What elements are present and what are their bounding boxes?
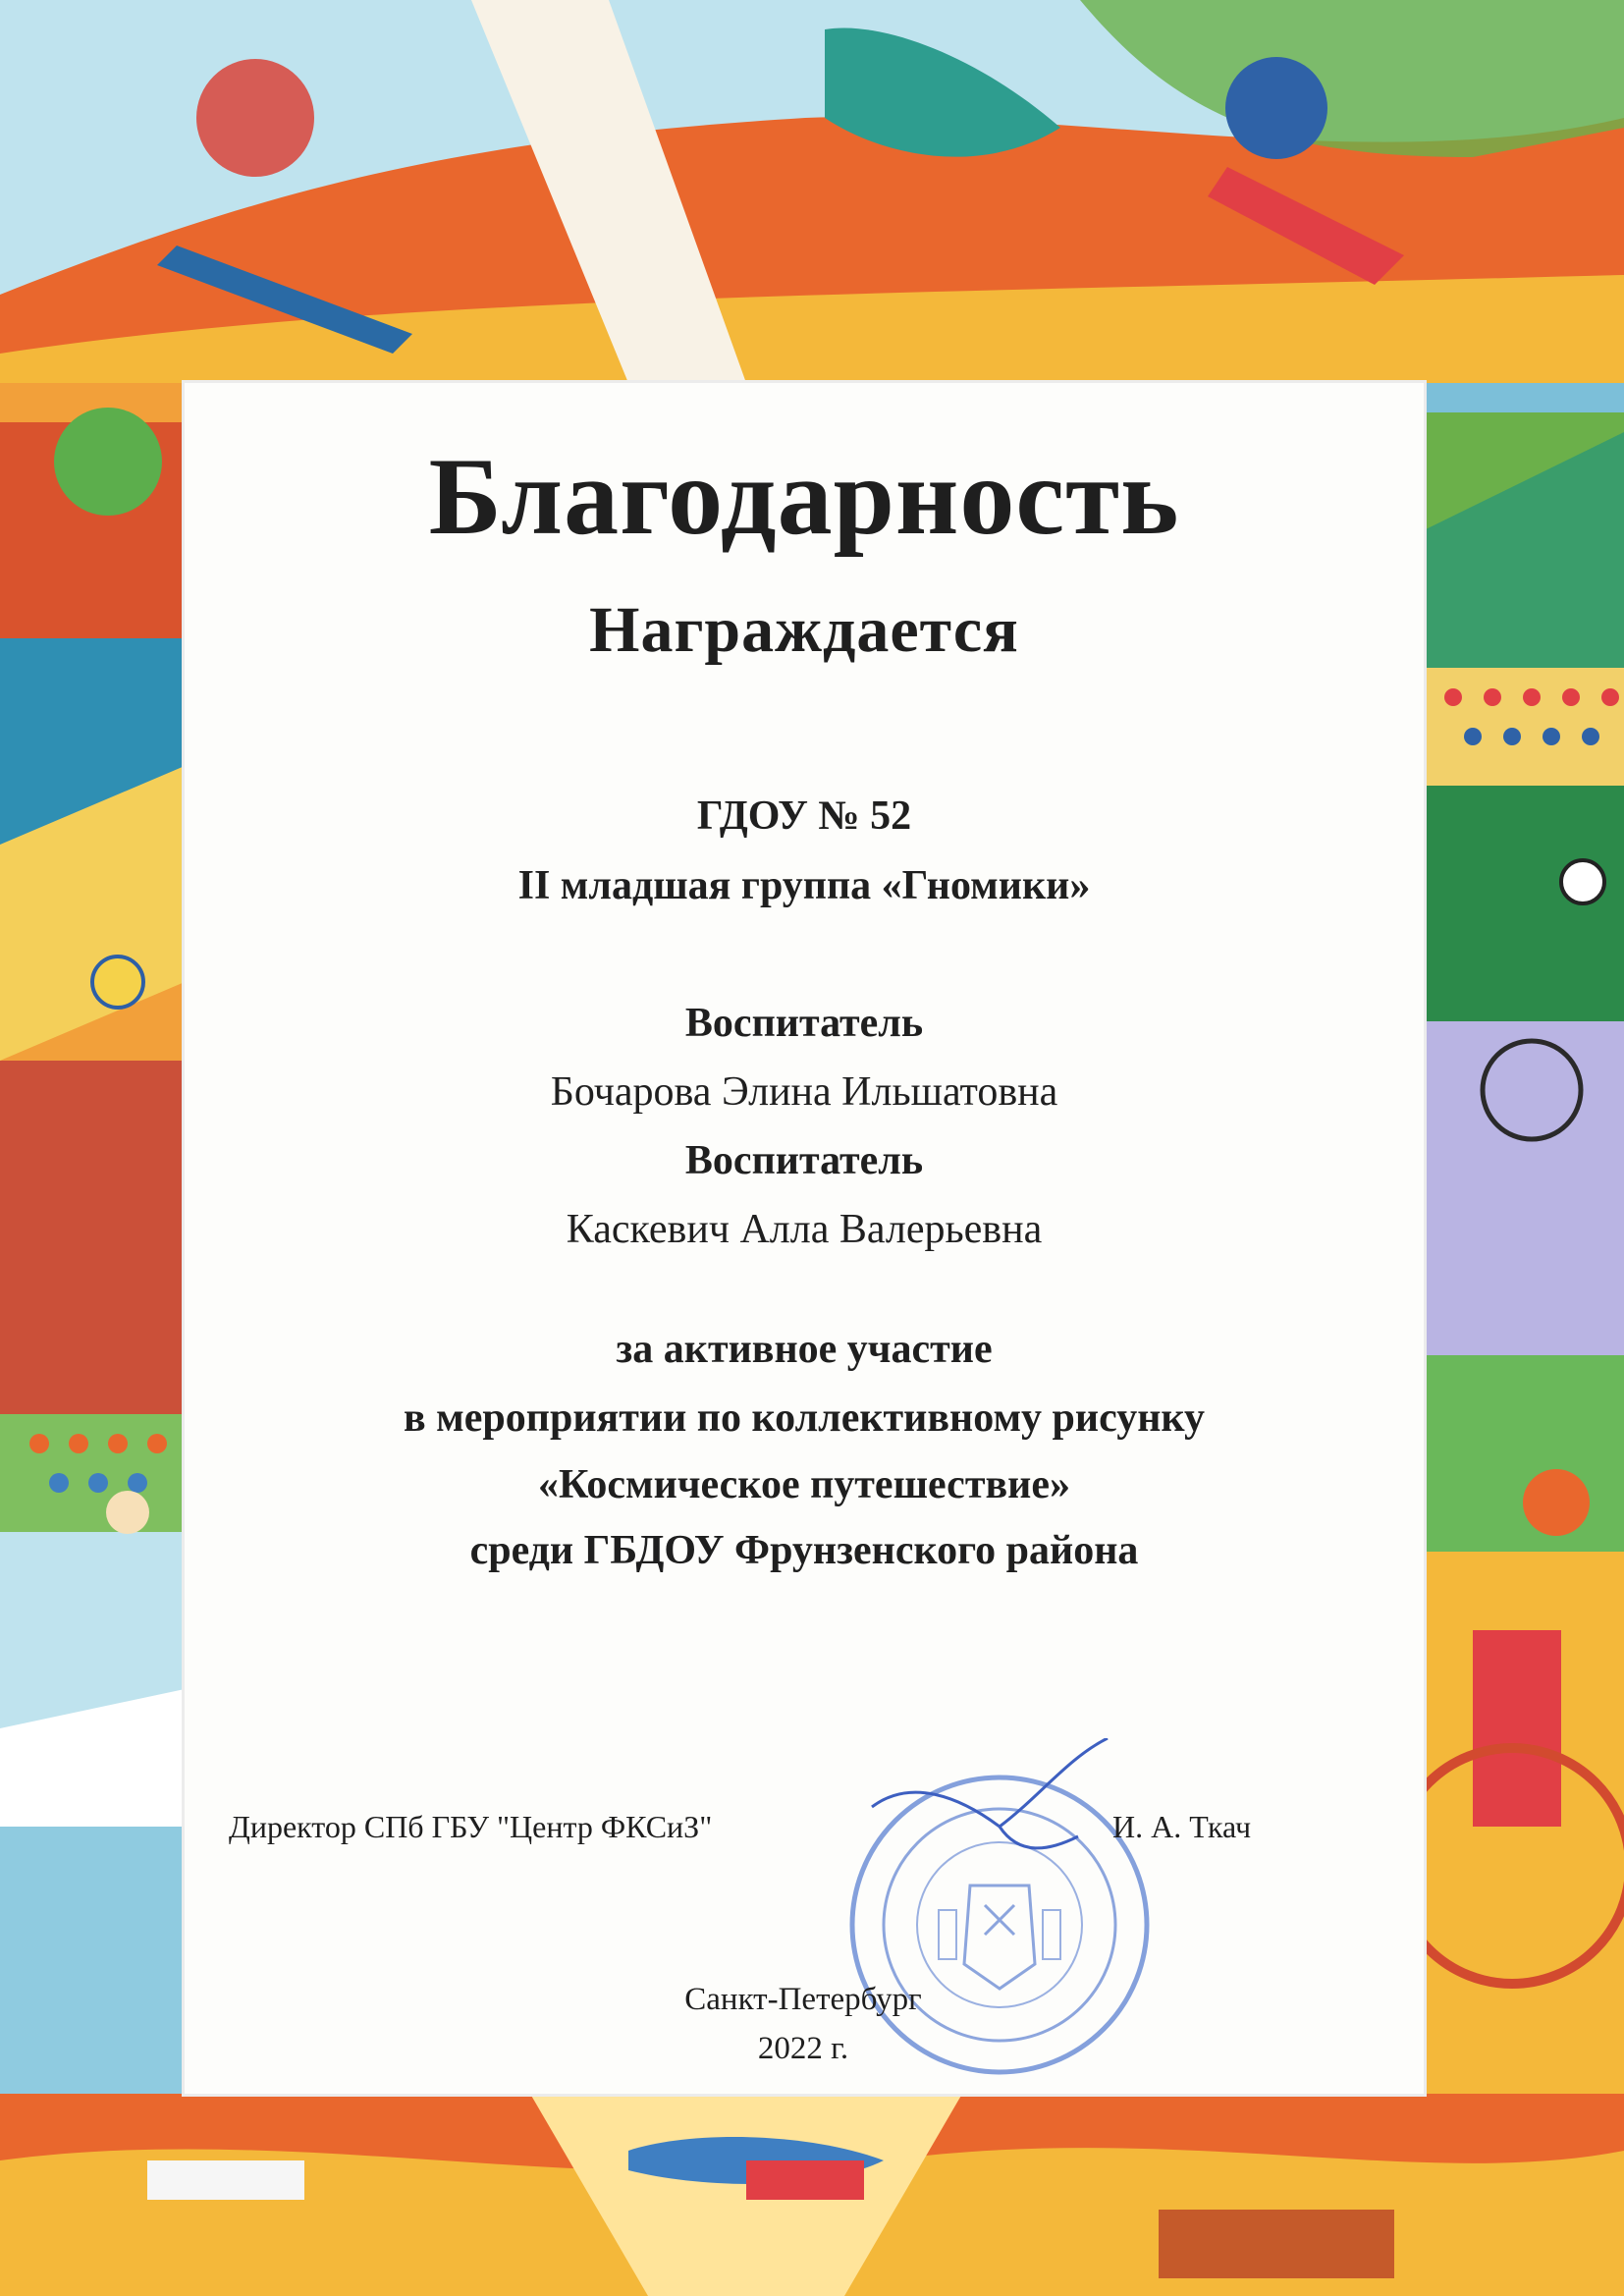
teacher-role-1: Воспитатель (684, 1001, 924, 1046)
teacher-name-2: Каскевич Алла Валерьевна (566, 1207, 1043, 1252)
teacher-name-1: Бочарова Элина Ильшатовна (550, 1069, 1058, 1115)
reason-line-1: за активное участие (616, 1327, 993, 1372)
certificate-title: Благодарность (428, 436, 1180, 558)
city: Санкт-Петербург (684, 1982, 922, 2017)
year: 2022 г. (757, 2031, 849, 2066)
teacher-role-2: Воспитатель (684, 1138, 924, 1183)
organization: ГДОУ № 52 (696, 793, 912, 839)
certificate-content-panel (185, 383, 1424, 2094)
certificate-subtitle: Награждается (589, 594, 1019, 666)
signatory-name: И. А. Ткач (1112, 1809, 1252, 1844)
reason-line-3: «Космическое путешествие» (538, 1462, 1070, 1507)
signatory-title: Директор СПб ГБУ "Центр ФКСиЗ" (229, 1809, 713, 1844)
group-name: II младшая группа «Гномики» (517, 863, 1091, 908)
reason-line-4: среди ГБДОУ Фрунзенского района (469, 1528, 1139, 1573)
reason-line-2: в мероприятии по коллективному рисунку (403, 1395, 1206, 1441)
